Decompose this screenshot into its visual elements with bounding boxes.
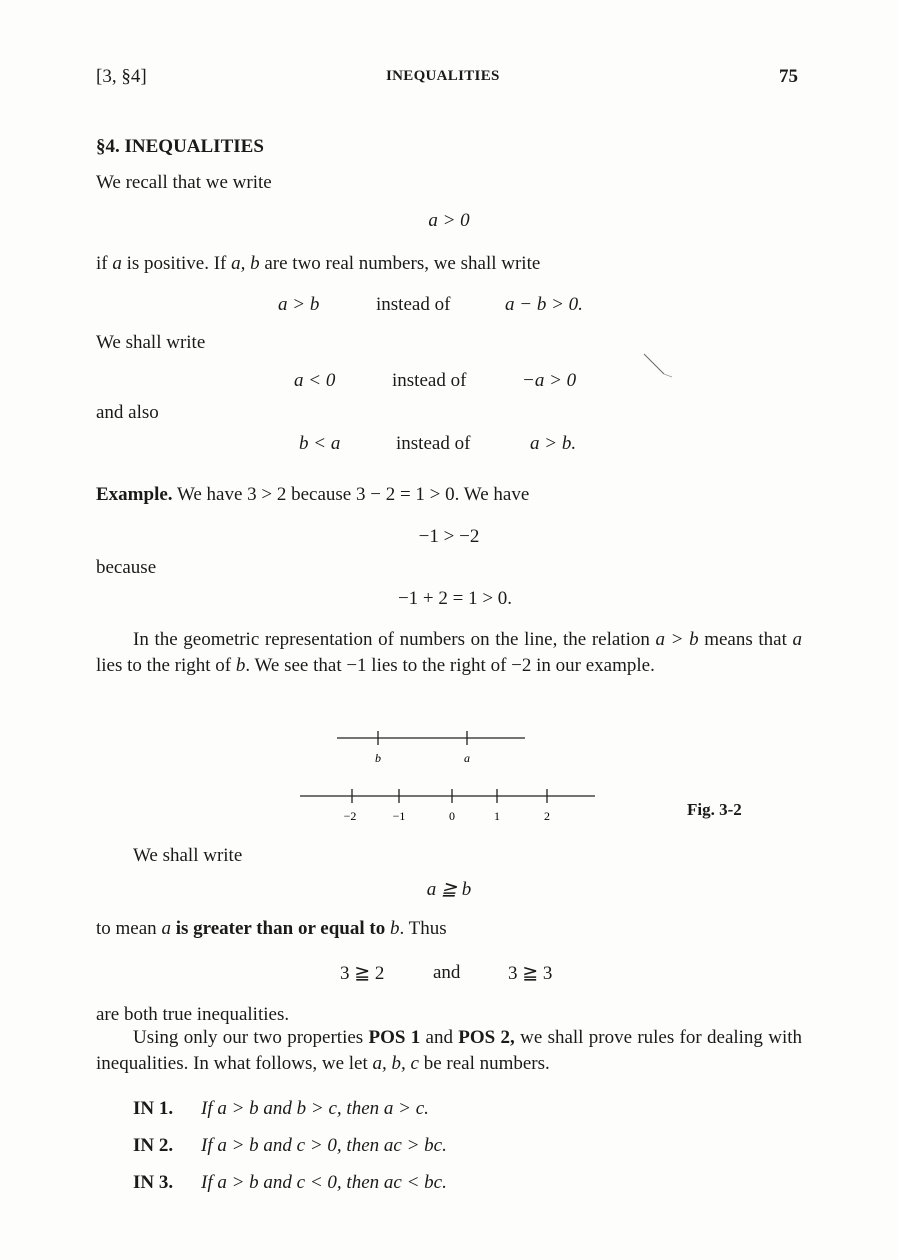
text-run: means that xyxy=(698,629,793,650)
rule-in-3 xyxy=(133,1172,447,1194)
equation-2-left: a > b xyxy=(278,294,320,315)
paragraph-and-also: and also xyxy=(96,402,159,423)
example-label: Example. xyxy=(96,484,173,505)
paragraph-if-positive xyxy=(96,253,540,275)
paragraph-to-mean xyxy=(96,918,447,940)
section-title: §4. INEQUALITIES xyxy=(96,136,264,157)
running-header-left: [3, §4] xyxy=(96,66,147,87)
math-var: a xyxy=(161,918,171,939)
equation-6: −1 + 2 = 1 > 0. xyxy=(397,588,513,609)
equation-4-left: b < a xyxy=(299,433,341,454)
figure-caption: Fig. 3-2 xyxy=(687,800,742,819)
text-run: . Thus xyxy=(399,918,447,939)
math-var: a xyxy=(792,629,803,650)
text-run: Using only our two properties xyxy=(133,1027,369,1048)
text-run: and xyxy=(420,1027,459,1048)
equation-3-right: −a > 0 xyxy=(522,370,577,391)
equation-2-mid: instead of xyxy=(376,294,451,315)
equation-2-right: a − b > 0. xyxy=(505,294,583,315)
paragraph-we-shall-write: We shall write xyxy=(133,845,243,866)
label-b: b xyxy=(375,751,381,765)
math-var: a, b, c xyxy=(372,1053,419,1074)
equation-a-positive: a > 0 xyxy=(428,210,470,231)
equation-3-mid: instead of xyxy=(392,370,467,391)
math-var: a xyxy=(112,253,122,274)
text-run: if xyxy=(96,253,113,274)
text-run: lies to the right of xyxy=(96,655,236,676)
rule-label: IN 1. xyxy=(133,1098,174,1119)
rule-in-2 xyxy=(133,1135,447,1157)
paragraph-shall-write: We shall write xyxy=(96,332,206,353)
equation-7: a ≧ b xyxy=(426,879,472,900)
text-run: is positive. If xyxy=(121,253,232,274)
math-var: a > b xyxy=(655,629,699,650)
bold-term: POS 2, xyxy=(458,1027,515,1048)
paragraph-because: because xyxy=(96,557,157,578)
rule-text: If a > b and b > c, then a > c. xyxy=(201,1098,429,1119)
running-header-title: INEQUALITIES xyxy=(386,68,500,84)
tick-label-1: 1 xyxy=(494,809,500,823)
tick-label-2: 2 xyxy=(544,809,550,823)
tick-label-0: 0 xyxy=(449,809,455,823)
text-run: . We see that −1 lies to the right of −2 in our example. xyxy=(245,655,655,676)
text-run: be real numbers. xyxy=(418,1053,550,1074)
equation-4-mid: instead of xyxy=(396,433,471,454)
rule-label: IN 3. xyxy=(133,1172,174,1193)
equation-8-left: 3 ≧ 2 xyxy=(340,963,385,984)
math-var: a, b xyxy=(231,253,260,274)
tick-label-minus-2: −2 xyxy=(343,809,357,823)
text-run: In the geometric representation of numbers on the line, the relation xyxy=(133,629,656,650)
stray-pencil-mark xyxy=(640,350,680,380)
equation-5: −1 > −2 xyxy=(418,526,480,547)
paragraph-both-true: are both true inequalities. xyxy=(96,1004,290,1025)
rule-in-1 xyxy=(133,1098,429,1120)
number-line-bottom xyxy=(300,789,595,823)
tick-label-minus-1: −1 xyxy=(392,809,406,823)
label-a: a xyxy=(464,751,470,765)
text-run: are two real numbers, we shall write xyxy=(259,253,541,274)
equation-4-right: a > b. xyxy=(530,433,577,454)
rule-text: If a > b and c < 0, then ac < bc. xyxy=(201,1172,447,1193)
text-run: we shall prove rules for dealing with inequalities. In what follows, we let xyxy=(96,1027,803,1074)
page-number: 75 xyxy=(779,66,798,87)
math-var: b xyxy=(235,655,246,676)
number-line-top xyxy=(337,731,525,765)
bold-term: POS 1 xyxy=(368,1027,421,1048)
rule-text: If a > b and c > 0, then ac > bc. xyxy=(201,1135,447,1156)
example-text: We have 3 > 2 because 3 − 2 = 1 > 0. We have xyxy=(172,484,530,505)
figure-number-lines xyxy=(300,720,610,830)
rule-label: IN 2. xyxy=(133,1135,174,1156)
paragraph-using xyxy=(96,1025,802,1077)
equation-3-left: a < 0 xyxy=(294,370,336,391)
paragraph-example xyxy=(96,484,529,506)
paragraph-recall: We recall that we write xyxy=(96,172,272,193)
paragraph-geometric xyxy=(96,627,802,679)
text-run: to mean xyxy=(96,918,162,939)
math-var: b xyxy=(389,918,400,939)
equation-8-right: 3 ≧ 3 xyxy=(508,963,553,984)
equation-8-mid: and xyxy=(433,962,461,983)
bold-phrase: is greater than or equal to xyxy=(170,918,390,939)
